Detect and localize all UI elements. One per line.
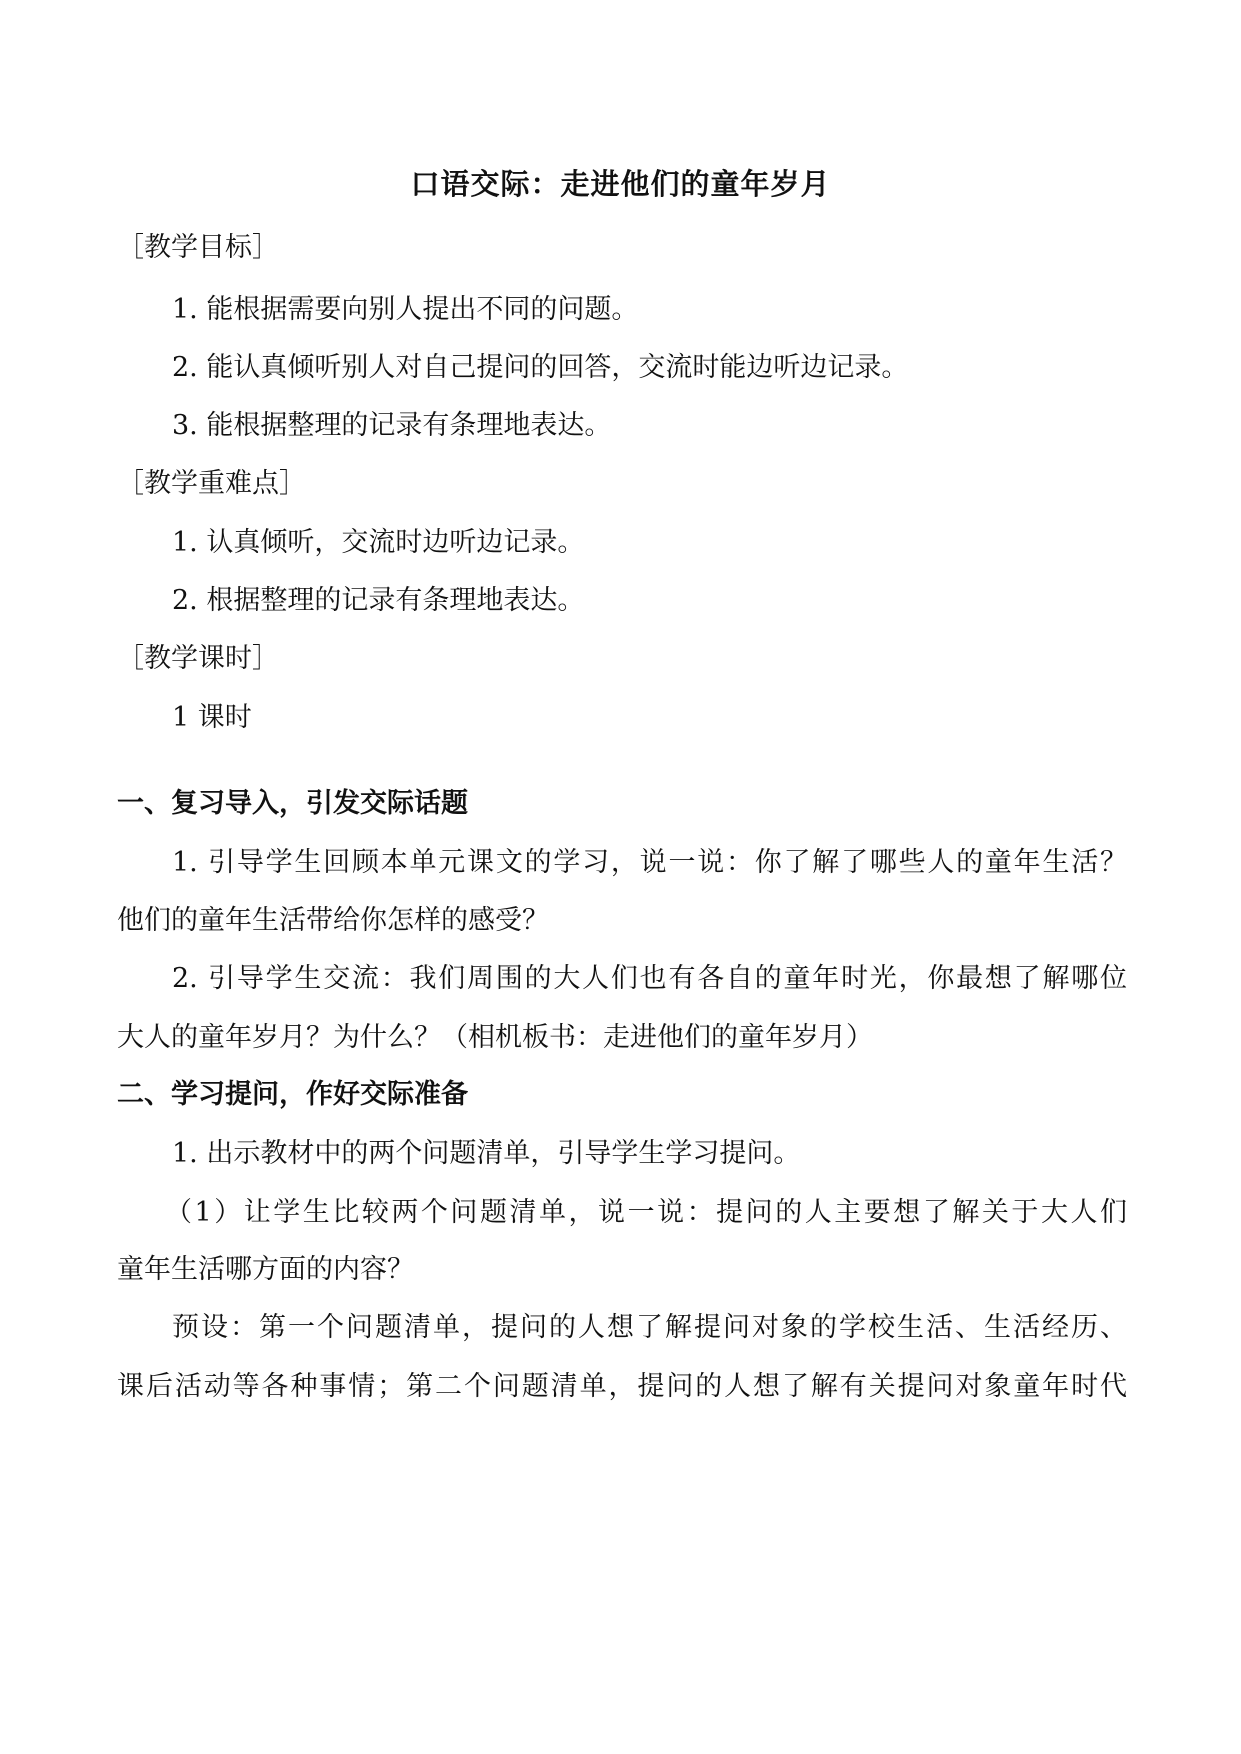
section1-paragraph2-line1: 2. 引导学生交流：我们周围的大人们也有各自的童年时光，你最想了解哪位 [172, 963, 1127, 994]
objective-item-3: 3. 能根据整理的记录有条理地表达。 [172, 410, 612, 441]
section2-paragraph2-line1: （1）让学生比较两个问题清单，说一说：提问的人主要想了解关于大人们 [165, 1197, 1127, 1228]
key-point-item-2: 2. 根据整理的记录有条理地表达。 [172, 585, 585, 616]
periods-value: 1 课时 [172, 702, 252, 733]
section2-heading: 二、学习提问，作好交际准备 [117, 1079, 468, 1110]
section2-paragraph1: 1. 出示教材中的两个问题清单，引导学生学习提问。 [172, 1138, 801, 1169]
section1-paragraph2-line2: 大人的童年岁月？为什么？（相机板书：走进他们的童年岁月） [117, 1022, 873, 1053]
section1-heading: 一、复习导入，引发交际话题 [117, 788, 468, 819]
objective-item-1: 1. 能根据需要向别人提出不同的问题。 [172, 294, 639, 325]
section2-paragraph3-line1: 预设：第一个问题清单，提问的人想了解提问对象的学校生活、生活经历、 [172, 1312, 1127, 1343]
section2-paragraph2-line2: 童年生活哪方面的内容？ [117, 1254, 414, 1285]
page-title: 口语交际：走进他们的童年岁月 [410, 167, 831, 201]
objective-item-2: 2. 能认真倾听别人对自己提问的回答，交流时能边听边记录。 [172, 352, 909, 383]
objectives-heading: ［教学目标］ [117, 232, 279, 263]
section1-paragraph1-line2: 他们的童年生活带给你怎样的感受？ [117, 905, 549, 936]
section2-paragraph3-line2: 课后活动等各种事情；第二个问题清单，提问的人想了解有关提问对象童年时代 [117, 1371, 1127, 1402]
periods-heading: ［教学课时］ [117, 643, 279, 674]
section1-paragraph1-line1: 1. 引导学生回顾本单元课文的学习，说一说：你了解了哪些人的童年生活？ [172, 847, 1127, 878]
key-points-heading: ［教学重难点］ [117, 468, 306, 499]
key-point-item-1: 1. 认真倾听，交流时边听边记录。 [172, 527, 585, 558]
